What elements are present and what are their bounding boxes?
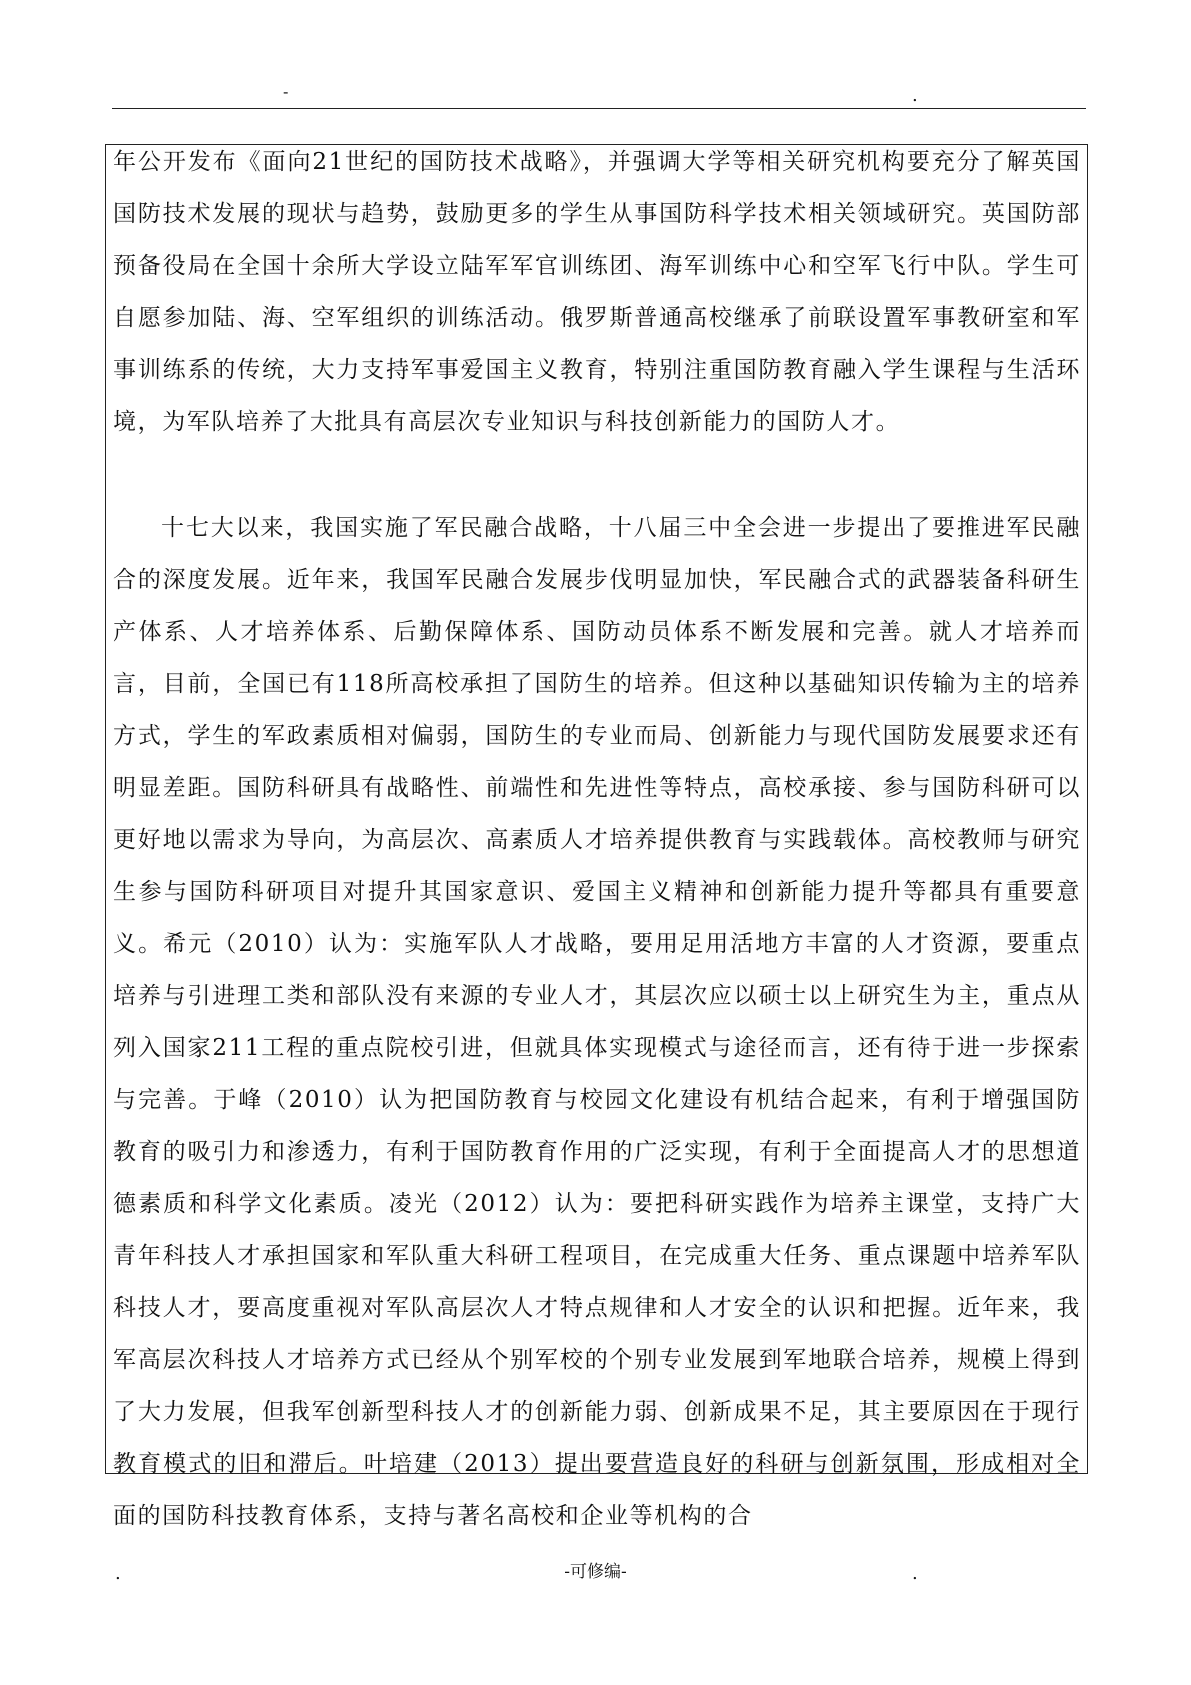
header-rule (112, 108, 1086, 109)
footer-left-mark: . (115, 1563, 121, 1584)
paragraph-2: 十七大以来，我国实施了军民融合战略，十八届三中全会进一步提出了要推进军民融合的深度发展。近年来，我国军民融合发展步伐明显加快，军民融合式的武器装备科研生产体系、人才培养体系、后勤保障体系、国防动员体系不断发展和完善。就人才培养而言，目前，全国已有118所高校承担了国防生的培养。但这种以基础知识传输为主的培养方式，学生的军政素质相对偏弱，国防生的专业而局、创新能力与现代国防发展要求还有明显差距。国防科研具有战略性、前端性和先进性等特点，高校承接、参与国防科研可以更好地以需求为导向，为高层次、高素质人才培养提供教育与实践载体。高校教师与研究生参与国防科研项目对提升其国家意识、爱国主义精神和创新能力提升等都具有重要意义。希元（2010）认为：实施军队人才战略，要用足用活地方丰富的人才资源，要重点培养与引进理工类和部队没有来源的专业人才，其层次应以硕士以上研究生为主，重点从列入国家211工程的重点院校引进，但就具体实现模式与途径而言，还有待于进一步探索与完善。于峰（2010）认为把国防教育与校园文化建设有机结合起来，有利于增强国防教育的吸引力和渗透力，有利于国防教育作用的广泛实现，有利于全面提高人才的思想道德素质和科学文化素质。凌光（2012）认为：要把科研实践作为培养主课堂，支持广大青年科技人才承担国家和军队重大科研工程项目，在完成重大任务、重点课题中培养军队科技人才，要高度重视对军队高层次人才特点规律和人才安全的认识和把握。近年来，我军高层次科技人才培养方式已经从个别军校的个别专业发展到军地联合培养，规模上得到了大力发展，但我军创新型科技人才的创新能力弱、创新成果不足，其主要原因在于现行教育模式的旧和滞后。叶培建（2013）提出要营造良好的科研与创新氛围，形成相对全面的国防科技教育体系，支持与著名高校和企业等机构的合 (113, 515, 1081, 1529)
paragraph-1: 年公开发布《面向21世纪的国防技术战略》，并强调大学等相关研究机构要充分了解英国国防技术发展的现状与趋势，鼓励更多的学生从事国防科学技术相关领域研究。英国防部预备役局在全国十余所大学设立陆军军官训练团、海军训练中心和空军飞行中队。学生可自愿参加陆、海、空军组织的训练活动。俄罗斯普通高校继承了前联设置军事教研室和军事训练系的传统，大力支持军事爱国主义教育，特别注重国防教育融入学生课程与生活环境，为军队培养了大批具有高层次专业知识与科技创新能力的国防人才。 (113, 149, 1081, 435)
content-box (105, 144, 1088, 1529)
header-left-mark: - (283, 82, 289, 101)
footer-right-mark: . (912, 1563, 918, 1584)
footer-text: -可修编- (564, 1562, 627, 1582)
header-right-mark: . (912, 85, 918, 106)
